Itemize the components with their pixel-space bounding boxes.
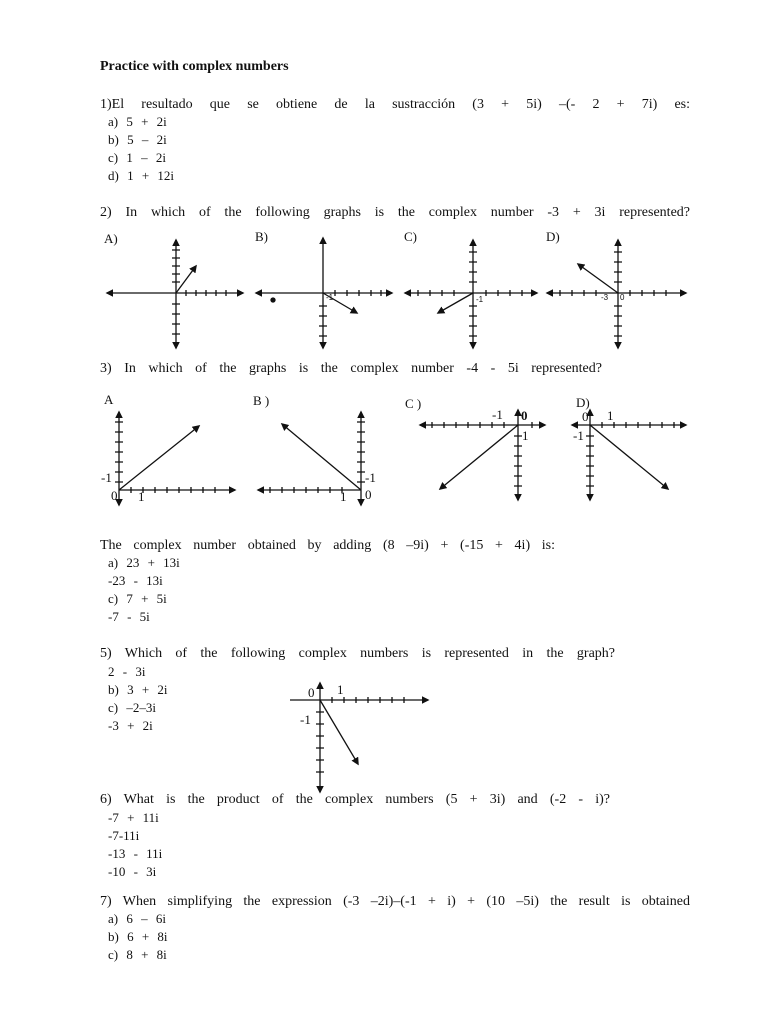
q3-a-neg-one: -1 bbox=[101, 470, 112, 485]
question-3-text: 3) In which of the graphs is the complex number -4 - 5i represented? bbox=[100, 361, 602, 376]
q3-d-zero: 0 bbox=[582, 409, 589, 424]
question-1-option-d: d) 1 + 12i bbox=[108, 168, 175, 183]
q3-d-neg-one: -1 bbox=[573, 428, 584, 443]
q3-b-one: 1 bbox=[340, 489, 347, 504]
question-2-text: 2) In which of the following graphs is the complex number -3 + 3i represented? bbox=[100, 205, 690, 220]
q2-graph-c-label: C) bbox=[404, 229, 417, 244]
question-7-text: 7) When simplifying the expression (-3 –2i)–(-1 + i) + (10 –5i) the result is obtained bbox=[100, 894, 690, 909]
q3-c-one: 1 bbox=[522, 428, 529, 443]
question-1-option-a: a) 5 + 2i bbox=[108, 114, 167, 129]
q3-a-zero: 0 bbox=[111, 488, 118, 503]
q5-zero: 0 bbox=[308, 685, 315, 700]
question-1-option-c: c) 1 – 2i bbox=[108, 150, 166, 165]
q3-graph-c-label: C ) bbox=[405, 396, 422, 411]
question-6-option-d: -10 - 3i bbox=[108, 864, 157, 879]
q5-neg-one: -1 bbox=[300, 712, 311, 727]
q2-graph-c-tick-label: -1 bbox=[476, 295, 484, 304]
question-1-option-b: b) 5 – 2i bbox=[108, 132, 167, 147]
q3-d-one: 1 bbox=[607, 408, 614, 423]
q3-a-one: 1 bbox=[138, 489, 145, 504]
q2-graph-d-tick-label-neg: -3 bbox=[601, 293, 609, 302]
q3-b-zero: 0 bbox=[365, 487, 372, 502]
question-5-option-d: -3 + 2i bbox=[108, 718, 153, 733]
q2-graph-d-tick-label-zero: 0 bbox=[620, 293, 625, 302]
q3-graph-b-label: B ) bbox=[253, 393, 270, 408]
question-4-text: The complex number obtained by adding (8 –9i) + (-15 + 4i) is: bbox=[100, 538, 555, 553]
question-6-options bbox=[100, 809, 162, 881]
question-7-option-a: a) 6 – 6i bbox=[108, 911, 166, 926]
question-1-text: 1)El resultado que se obtiene de la sustracción (3 + 5i) –(- 2 + 7i) es: bbox=[100, 97, 690, 112]
question-7-option-b: b) 6 + 8i bbox=[108, 929, 168, 944]
question-7-options bbox=[100, 910, 168, 964]
q2-graph-a-label: A) bbox=[104, 231, 118, 246]
q2-graph-b-label: B) bbox=[255, 229, 268, 244]
question-6-option-b: -7-11i bbox=[108, 828, 140, 843]
question-4-option-b: -23 - 13i bbox=[108, 573, 163, 588]
question-4-option-d: -7 - 5i bbox=[108, 609, 150, 624]
question-7-option-c: c) 8 + 8i bbox=[108, 947, 167, 962]
q3-c-zero: 0 bbox=[521, 408, 528, 423]
question-5-option-c: c) –2–3i bbox=[108, 700, 156, 715]
question-4-option-c: c) 7 + 5i bbox=[108, 591, 167, 606]
question-5-option-b: b) 3 + 2i bbox=[108, 682, 168, 697]
q3-graph-a-label: A bbox=[104, 392, 114, 407]
q3-b-neg-one: -1 bbox=[365, 470, 376, 485]
q2-graph-d-label: D) bbox=[546, 229, 560, 244]
q2-graph-b-tick-label: -1 bbox=[326, 293, 334, 302]
q3-graph-d-label: D) bbox=[576, 395, 590, 410]
question-6-text: 6) What is the product of the complex numbers (5 + 3i) and (-2 - i)? bbox=[100, 792, 610, 807]
question-4-option-a: a) 23 + 13i bbox=[108, 555, 180, 570]
page-title: Practice with complex numbers bbox=[100, 59, 289, 74]
question-6-option-a: -7 + 11i bbox=[108, 810, 159, 825]
question-5-option-a: 2 - 3i bbox=[108, 664, 146, 679]
q3-c-neg-one: -1 bbox=[492, 407, 503, 422]
question-6-option-c: -13 - 11i bbox=[108, 846, 163, 861]
q5-one: 1 bbox=[337, 682, 344, 697]
question-5-text: 5) Which of the following complex numbers is represented in the graph? bbox=[100, 646, 615, 661]
